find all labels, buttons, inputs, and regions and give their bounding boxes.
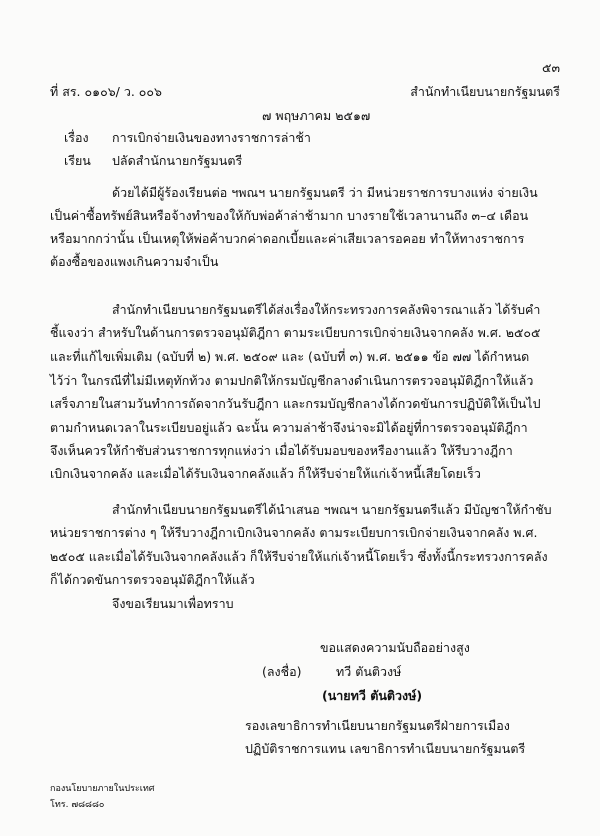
paragraph-2-line: ไว้ว่า ในกรณีที่ไม่มีเหตุทักท้วง ตามปกติให้กรมบัญชีกลางดำเนินการตรวจอนุมัติฎีกาให้แล้ว	[50, 373, 534, 388]
recipient-label: เรียน	[64, 153, 91, 168]
footer-department: กองนโยบายภายในประเทศ	[50, 784, 155, 794]
paragraph-3-line: สำนักทำเนียบนายกรัฐมนตรีได้นำเสนอ ฯพณฯ นายกรัฐมนตรีแล้ว มีบัญชาให้กำชับ	[112, 502, 552, 517]
position-line-1: รองเลขาธิการทำเนียบนายกรัฐมนตรีฝ่ายการเมือง	[245, 718, 510, 733]
paragraph-2-line: จึงเห็นควรให้กำชับส่วนราชการทุกแห่งว่า เมื่อได้รับมอบของหรืองานแล้ว ให้รีบวางฎีกา	[50, 443, 513, 458]
footer-phone: โทร. ๗๘๘๘๐	[50, 800, 105, 810]
paragraph-3-line: หน่วยราชการต่าง ๆ ให้รีบวางฎีกาเบิกเงินจากคลัง ตามระเบียบการเบิกจ่ายเงินจากคลัง พ.ศ.	[50, 525, 538, 540]
signature-name: ทวี ตันติวงษ์	[336, 664, 402, 679]
position-line-2: ปฏิบัติราชการแทน เลขาธิการทำเนียบนายกรัฐมนตรี	[245, 741, 526, 756]
paragraph-2-line: เบิกเงินจากคลัง และเมื่อได้รับเงินจากคลังแล้ว ก็ให้รีบจ่ายให้แก่เจ้าหนี้เสียโดยเร็ว	[50, 466, 481, 481]
page-number: ๕๓	[541, 60, 560, 75]
closing-request: จึงขอเรียนมาเพื่อทราบ	[112, 596, 234, 611]
paragraph-2-line: เสร็จภายในสามวันทำการถัดจากวันรับฎีกา และกรมบัญชีกลางได้กวดขันการปฏิบัติให้เป็นไป	[50, 396, 541, 411]
issuer-office: สำนักทำเนียบนายกรัฐมนตรี	[410, 84, 560, 99]
reference-number: ที่ สร. ๐๑๐๖/ ว. ๐๐๖	[50, 84, 162, 99]
closing-respect: ขอแสดงความนับถืออย่างสูง	[320, 640, 470, 655]
subject-text: การเบิกจ่ายเงินของทางราชการล่าช้า	[112, 130, 311, 145]
paragraph-2-line: และที่แก้ไขเพิ่มเติม (ฉบับที่ ๒) พ.ศ. ๒๕๐๙ และ (ฉบับที่ ๓) พ.ศ. ๒๕๑๑ ข้อ ๗๗ ได้กำหนด	[50, 349, 530, 364]
signature-label: (ลงชื่อ)	[262, 664, 302, 679]
paragraph-2-line: ตามกำหนดเวลาในระเบียบอยู่แล้ว ฉะนั้น ความล่าช้าจึงน่าจะมิได้อยู่ที่การตรวจอนุมัติฎีกา	[50, 420, 528, 435]
recipient-text: ปลัดสำนักนายกรัฐมนตรี	[112, 153, 243, 168]
paragraph-3-line: ๒๕๐๕ และเมื่อได้รับเงินจากคลังแล้ว ก็ให้รีบจ่ายให้แก่เจ้าหนี้โดยเร็ว ซึ่งทั้งนี้กระทรวงการคลัง	[50, 549, 548, 564]
paragraph-3-line: ก็ได้กวดขันการตรวจอนุมัติฎีกาให้แล้ว	[50, 572, 255, 587]
paragraph-1-line: ต้องซื้อของแพงเกินความจำเป็น	[50, 254, 219, 269]
paragraph-1-line: ด้วยได้มีผู้ร้องเรียนต่อ ฯพณฯ นายกรัฐมนตรี ว่า มีหน่วยราชการบางแห่ง จ่ายเงิน	[112, 185, 538, 200]
letter-date: ๗ พฤษภาคม ๒๕๑๗	[262, 108, 371, 123]
paragraph-1-line: เป็นค่าซื้อทรัพย์สินหรือจ้างทำของให้กับพ่อค้าล่าช้ามาก บางรายใช้เวลานานถึง ๓–๔ เดือน	[50, 208, 529, 223]
subject-label: เรื่อง	[64, 130, 89, 145]
paragraph-2-line: ชี้แจงว่า สำหรับในด้านการตรวจอนุมัติฎีกา ตามระเบียบการเบิกจ่ายเงินจากคลัง พ.ศ. ๒๕๐๕	[50, 325, 541, 340]
paragraph-1-line: หรือมากกว่านั้น เป็นเหตุให้พ่อค้าบวกค่าดอกเบี้ยและค่าเสียเวลารอคอย ทำให้ทางราชการ	[50, 231, 525, 246]
printed-name: (นายทวี ตันติวงษ์)	[322, 688, 423, 703]
paragraph-2-line: สำนักทำเนียบนายกรัฐมนตรีได้ส่งเรื่องให้กระทรวงการคลังพิจารณาแล้ว ได้รับคำ	[112, 302, 541, 317]
